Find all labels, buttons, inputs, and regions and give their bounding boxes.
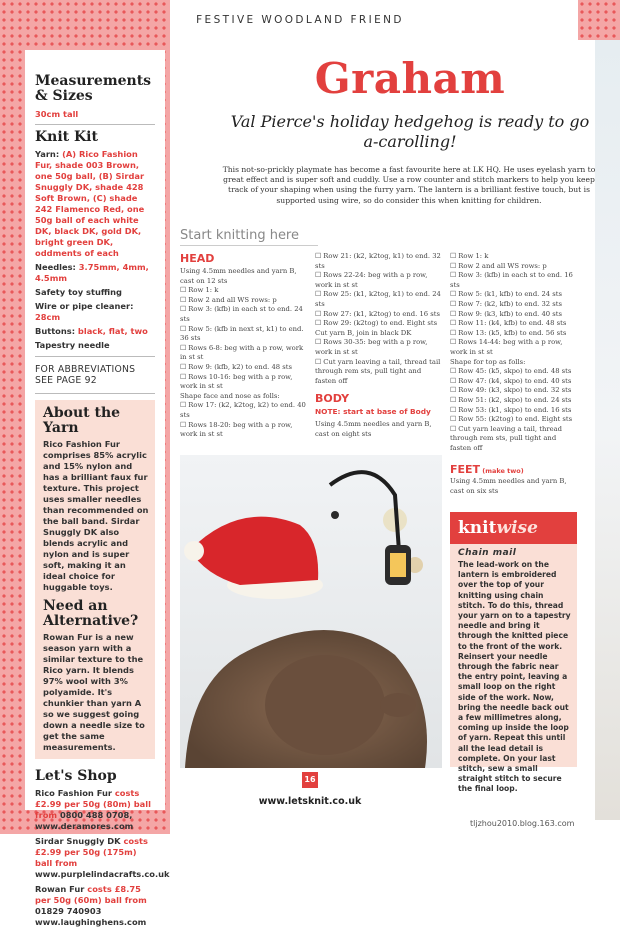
intro-text: This not-so-prickly playmate has become a fast favourite here at LK HQ. He uses eyelash yarn to great effect and is super soft and cuddly. Use a row counter and stitch markers to help you keep track of your shaping when using the furry yarn. The lantern is a brilliant festive touch, but is supported using wire, so do consider this when knitting for children. (222, 165, 596, 205)
wire-spec: Wire or pipe cleaner: 28cm (35, 301, 134, 322)
pattern-line: Using 4.5mm needles and yarn B, cast on 12 sts (180, 267, 297, 285)
pattern-line: ☐ Row 3: (kfb) in each st to end. 24 sts (180, 305, 303, 323)
divider (35, 356, 155, 357)
pattern-column-2 (315, 252, 443, 439)
head-heading: HEAD (180, 252, 215, 265)
shop-item: Rowan Fur costs £8.75 per 50g (60m) ball from 01829 740903 www.laughinghens.com (35, 884, 147, 927)
start-heading: Start knitting here (180, 228, 318, 246)
knitwise-heading: knitwise (450, 512, 577, 544)
site-url: www.letsknit.co.uk (258, 796, 362, 807)
body-instructions (450, 252, 578, 453)
pattern-line: ☐ Row 55: (k2tog) to end. Eight sts (450, 415, 573, 424)
sidebar (25, 50, 170, 927)
pattern-line: Cut yarn B, join in black DK (315, 328, 412, 337)
pattern-line: ☐ Row 9: (kfb, k2) to end. 48 sts (180, 362, 293, 371)
feet-heading-row: FEET (make two) (450, 463, 524, 477)
pattern-line: ☐ Row 3: (kfb) in each st to end. 16 sts (450, 271, 573, 289)
pattern-line: ☐ Row 25: (k1, k2tog, k1) to end. 24 sts (315, 290, 441, 308)
pattern-line: ☐ Row 2 and all WS rows: p (180, 295, 277, 304)
about-yarn-box (35, 400, 155, 759)
pattern-line: Shape face and nose as folls: (180, 391, 280, 400)
shop-heading: Let's Shop (35, 768, 117, 784)
pattern-line: ☐ Row 1: k (450, 252, 489, 260)
shop-item: Sirdar Snuggly DK costs £2.99 per 50g (175m) ball from www.purplelindacrafts.co.uk (35, 836, 170, 879)
stuffing-spec: Safety toy stuffing (35, 287, 122, 297)
about-yarn-text: Rico Fashion Fur comprises 85% acrylic and 15% nylon and has a brilliant faux fur texture. This project uses smaller needles than recommended on the ball band. Sirdar Snuggly DK also blends acrylic and nylon and is super soft, making it an ideal choice for huggable toys. (43, 439, 149, 592)
pattern-line: ☐ Row 13: (k5, kfb) to end. 56 sts (450, 328, 567, 337)
pattern-line: ☐ Rows 18-20: beg with a p row, work in st st (180, 420, 293, 439)
pattern-line: ☐ Row 21: (k2, k2tog, k1) to end. 32 sts (315, 252, 441, 270)
pattern-line: ☐ Row 5: (k1, kfb) to end. 24 sts (450, 290, 563, 299)
pattern-line: ☐ Row 27: (k1, k2tog) to end. 16 sts (315, 309, 440, 318)
pattern-column-3 (450, 252, 578, 496)
pattern-column-1 (180, 252, 308, 440)
watermark: tljzhou2010.blog.163.com (470, 819, 575, 828)
pattern-line: ☐ Row 17: (k2, k2tog, k2) to end. 40 sts (180, 401, 306, 419)
abbreviations-note: FOR ABBREVIATIONS SEE PAGE 92 (35, 364, 136, 386)
pattern-line: ☐ Rows 6-8: beg with a p row, work in st st (180, 343, 304, 362)
pattern-line: ☐ Row 9: (k3, kfb) to end. 40 sts (450, 309, 563, 318)
tapestry-spec: Tapestry needle (35, 340, 110, 350)
pattern-line: ☐ Rows 14-44: beg with a p row, work in st st (450, 338, 563, 356)
measurements-heading: Measurements & Sizes (35, 73, 152, 104)
pattern-line: Shape for top as folls: (450, 357, 526, 366)
knitwise-subheading: Chain mail (458, 548, 517, 558)
pattern-line: ☐ Row 2 and all WS rows: p (450, 261, 547, 270)
knitwise-box (450, 512, 577, 794)
pattern-line: ☐ Cut yarn leaving a tail, thread through rem sts, pull tight and fasten off (450, 424, 563, 452)
pattern-line: ☐ Row 7: (k2, kfb) to end. 32 sts (450, 299, 563, 308)
buttons-spec: Buttons: black, flat, two (35, 326, 148, 336)
pattern-line: ☐ Rows 10-16: beg with a p row, work in st st (180, 372, 293, 391)
pattern-line: ☐ Row 53: (k1, skpo) to end. 16 sts (450, 405, 572, 414)
about-yarn-heading: About the Yarn (43, 405, 121, 436)
right-photo-edge (595, 40, 620, 820)
page-number: 16 (302, 772, 318, 788)
pattern-line: ☐ Cut yarn leaving a tail, thread tail through rem sts, pull tight and fasten off (315, 357, 441, 385)
pattern-line: ☐ Row 5: (kfb in next st, k1) to end. 36 sts (180, 324, 304, 343)
shop-item: Rico Fashion Fur costs £2.99 per 50g (80m) ball from 0800 488 0708, www.deramores.com (35, 788, 151, 831)
subtitle: Val Pierce's holiday hedgehog is ready to go a-carolling! (230, 112, 590, 151)
alternative-text: Rowan Fur is a new season yarn with a similar texture to the Rico yarn. It blends 97% wool with 3% polyamide. It's chunkier than yarn A so we suggest going down a needle size to get the same measurements. (43, 632, 145, 752)
pattern-line: ☐ Row 11: (k4, kfb) to end. 48 sts (450, 319, 567, 328)
body-caston: Using 4.5mm needles and yarn B, cast on eight sts (315, 419, 432, 438)
pattern-line: ☐ Row 49: (k3, skpo) to end. 32 sts (450, 386, 572, 395)
pattern-line: ☐ Row 1: k (180, 286, 219, 295)
pattern-line: ☐ Rows 30-35: beg with a p row, work in st st (315, 338, 428, 356)
pattern-line: ☐ Row 29: (k2tog) to end. Eight sts (315, 319, 438, 328)
needles-spec: Needles: 3.75mm, 4mm, 4.5mm (35, 262, 149, 283)
head-instructions (180, 267, 308, 440)
section-title: FESTIVE WOODLAND FRIEND (196, 14, 404, 26)
feet-caston: Using 4.5mm needles and yarn B, cast on six sts (450, 477, 567, 495)
pattern-line: ☐ Row 51: (k2, skpo) to end. 24 sts (450, 395, 572, 404)
head-instructions-cont (315, 252, 443, 386)
pattern-line: ☐ Row 47: (k4, skpo) to end. 40 sts (450, 376, 572, 385)
right-dot-strip (578, 0, 620, 40)
hedgehog-photo (180, 455, 442, 768)
page-title: Graham (314, 54, 506, 103)
pattern-line: ☐ Rows 22-24: beg with a p row, work in st st (315, 271, 428, 289)
knit-kit-heading: Knit Kit (35, 129, 98, 145)
alternative-heading: Need an Alternative? (43, 598, 139, 629)
measurements-value: 30cm tall (35, 109, 79, 119)
divider (35, 124, 155, 125)
knitwise-text: The lead-work on the lantern is embroidered over the top of your knitting using chain stitch. To do this, thread your yarn on to a tapestry needle and bring it through the knitted piece to the front of the work. Reinsert your needle through the fabric near the entry point, leaving a small loop on the right side of the work. Now, bring the needle back out a few millimetres along, coming up inside the loop of yarn. Repeat this until all the lead detail is complete. On your last stitch, sew a small straight stitch to secure the final loop. (458, 560, 571, 794)
divider (35, 393, 155, 394)
pattern-line: ☐ Row 45: (k5, skpo) to end. 48 sts (450, 367, 572, 376)
yarn-spec: Yarn: (A) Rico Fashion Fur, shade 003 Brown, one 50g ball, (B) Sirdar Snuggly DK, shade 428 Soft Brown, (C) shade 242 Flamenco Red, one 50g ball of each white DK, black DK, gold DK, bright green DK, oddments of each (35, 149, 145, 258)
body-heading: BODY (315, 392, 350, 406)
body-note: NOTE: start at base of Body (315, 407, 431, 417)
